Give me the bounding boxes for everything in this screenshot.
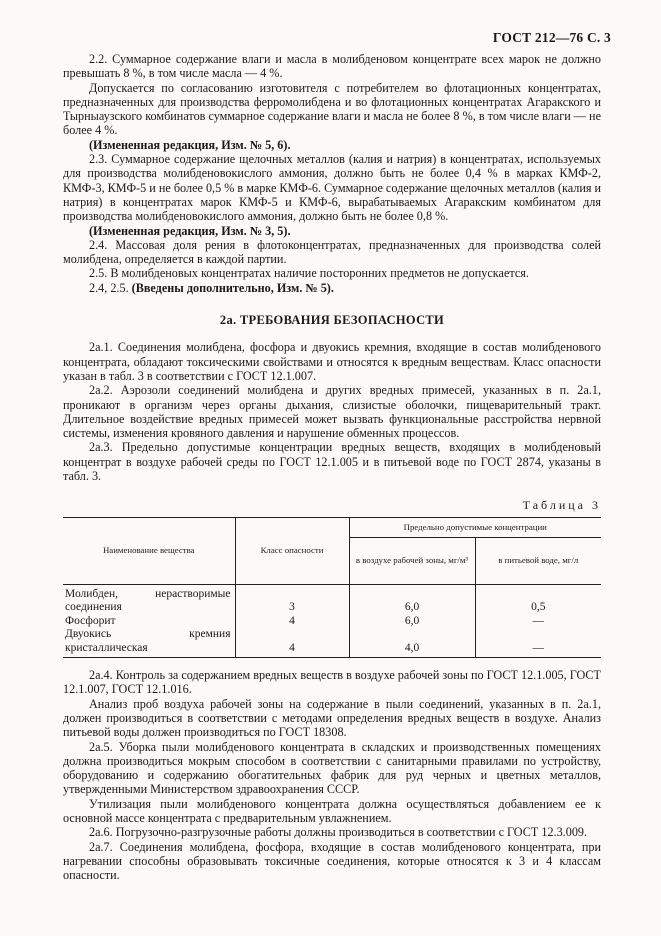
document-body <box>63 52 601 883</box>
paragraph-2a-6: 2а.6. Погрузочно-разгрузочные работы должны производиться в соответствии с ГОСТ 12.3.009. <box>89 825 588 840</box>
paragraph-2a-1: 2а.1. Соединения молибдена, фосфора и двуокись кремния, входящие в состав молибденового концентрата, обладают токсическими свойствами и относятся к вредным веществам. Класс опасности указан в табл. 3 в соответствии с ГОСТ 12.1.007. <box>63 340 601 383</box>
cell-air: 6,0 <box>349 584 475 615</box>
paragraph-2a-3: 2а.3. Предельно допустимые концентрации вредных веществ, входящих в молибденовый концентрат в воздухе рабочей среды по ГОСТ 12.1.005 и в питьевой воде по ГОСТ 2874, указаны в табл. 3. <box>63 440 601 484</box>
page-header: ГОСТ 212—76 С. 3 <box>492 30 611 45</box>
paragraph-2a-5: 2а.5. Уборка пыли молибденового концентрата в складских и производственных помещениях должна производиться мокрым способом в соответствии с санитарными правилами по устройству, оборудованию и содержанию обогатительных фабрик для руд черных и цветных металлов, утвержденными Министерством здравоохранения СССР. <box>63 739 601 797</box>
paragraph-2-4-2-5-note: (Введены дополнительно, Изм. № 5). <box>131 280 334 295</box>
cell-water: — <box>475 615 601 629</box>
paragraph-2a-4-analysis: Анализ проб воздуха рабочей зоны на содержание в пыли соединений, указанных в п. 2а.1, должен производиться в соответствии с методами определения вредных веществ в воздухе. Анализ питьевой воды должен производиться по ГОСТ 18308. <box>63 696 601 740</box>
table-row <box>63 628 601 658</box>
paragraph-2a-7: 2а.7. Соединения молибдена, фосфора, входящие в состав молибденового концентрата, при нагревании способны образовывать токсичные соединения, которые относятся к 3 и 4 классам опасности. <box>63 839 601 883</box>
cell-class: 4 <box>235 628 349 658</box>
paragraph-2-2-note: Допускается по согласованию изготовителя с потребителем во флотационных концентратах, предназначенных для производства ферромолибдена и во флотационных концентратах Агаракского и Тырныаузского комбинатов суммарное содержание влаги и масла не более 8 %, в том числе влаги — не более 4 %. <box>63 80 601 138</box>
paragraph-2-4-2-5-prefix: 2.4, 2.5. <box>89 280 132 295</box>
edit-note-2: (Измененная редакция, Изм. № 3, 5). <box>89 223 291 238</box>
section-title: 2а. ТРЕБОВАНИЯ БЕЗОПАСНОСТИ <box>219 313 445 328</box>
table-row <box>63 584 601 615</box>
cell-substance: Молибден, нерастворимые соединения <box>65 587 231 614</box>
paragraph-2-4: 2.4. Массовая доля рения в флотоконцентратах, предназначенных для производства солей молибдена, определяется в каждой партии. <box>63 237 601 267</box>
table-3 <box>63 517 601 659</box>
paragraph-2a-2: 2а.2. Аэрозоли соединений молибдена и других вредных примесей, указанных в п. 2а.1, проникают в организм через органы дыхания, слизистые оболочки, пищеварительный тракт. Длительное воздействие вредных примесей может вызвать функциональные расстройства нервной системы, изменения кровяного давления и нарушение обменных процессов. <box>63 383 601 441</box>
table-caption: Таблица 3 <box>522 498 601 513</box>
table-row <box>63 615 601 629</box>
cell-substance: Двуокись кремния кристаллическая <box>63 628 235 658</box>
cell-class: 3 <box>235 584 349 615</box>
cell-air: 6,0 <box>349 615 475 629</box>
paragraph-2-2: 2.2. Суммарное содержание влаги и масла в молибденовом концентрате всех марок не должно превышать 8 %, в том числе масла — 4 %. <box>63 52 601 81</box>
cell-water: 0,5 <box>475 584 601 615</box>
paragraph-2a-4: 2а.4. Контроль за содержанием вредных веществ в воздухе рабочей зоны по ГОСТ 12.1.005, ГОСТ 12.1.007, ГОСТ 12.1.016. <box>63 668 601 697</box>
paragraph-2a-5-utilization: Утилизация пыли молибденового концентрата должна осуществляться добавлением ее к основной массе концентрата с предварительным увлажнением. <box>63 796 601 826</box>
paragraph-2-3: 2.3. Суммарное содержание щелочных металлов (калия и натрия) в концентратах, используемых для производства молибденовокислого аммония, должно быть не более 0,4 % в марках КМФ-2, КМФ-3, КМФ-5 и не более 0,5 % в марке КМФ-6. Суммарное содержание щелочных металлов (калия и натрия) в концентратах марок КМФ-5 и КМФ-6, вырабатываемых Агаракским комбинатом для производства молибденовокислого аммония, должно быть не более 0,8 %. <box>63 152 602 224</box>
paragraph-2-4-2-5 <box>63 281 601 295</box>
bottom-section <box>63 668 601 882</box>
header-water: в питьевой воде, мг/л <box>475 537 601 584</box>
header-hazard-class: Класс опасности <box>235 517 349 584</box>
cell-air: 4,0 <box>349 628 475 658</box>
header-substance: Наименование вещества <box>63 517 235 584</box>
header-air: в воздухе рабочей зоны, мг/м³ <box>349 537 475 584</box>
cell-class: 4 <box>235 615 349 629</box>
cell-water: — <box>475 628 601 658</box>
header-pdk: Предельно допустимые концентрации <box>349 517 601 537</box>
cell-substance: Фосфорит <box>65 614 116 627</box>
edit-note-1: (Измененная редакция, Изм. № 5, 6). <box>89 137 291 152</box>
paragraph-2-5: 2.5. В молибденовых концентратах наличие посторонних предметов не допускается. <box>89 266 529 281</box>
